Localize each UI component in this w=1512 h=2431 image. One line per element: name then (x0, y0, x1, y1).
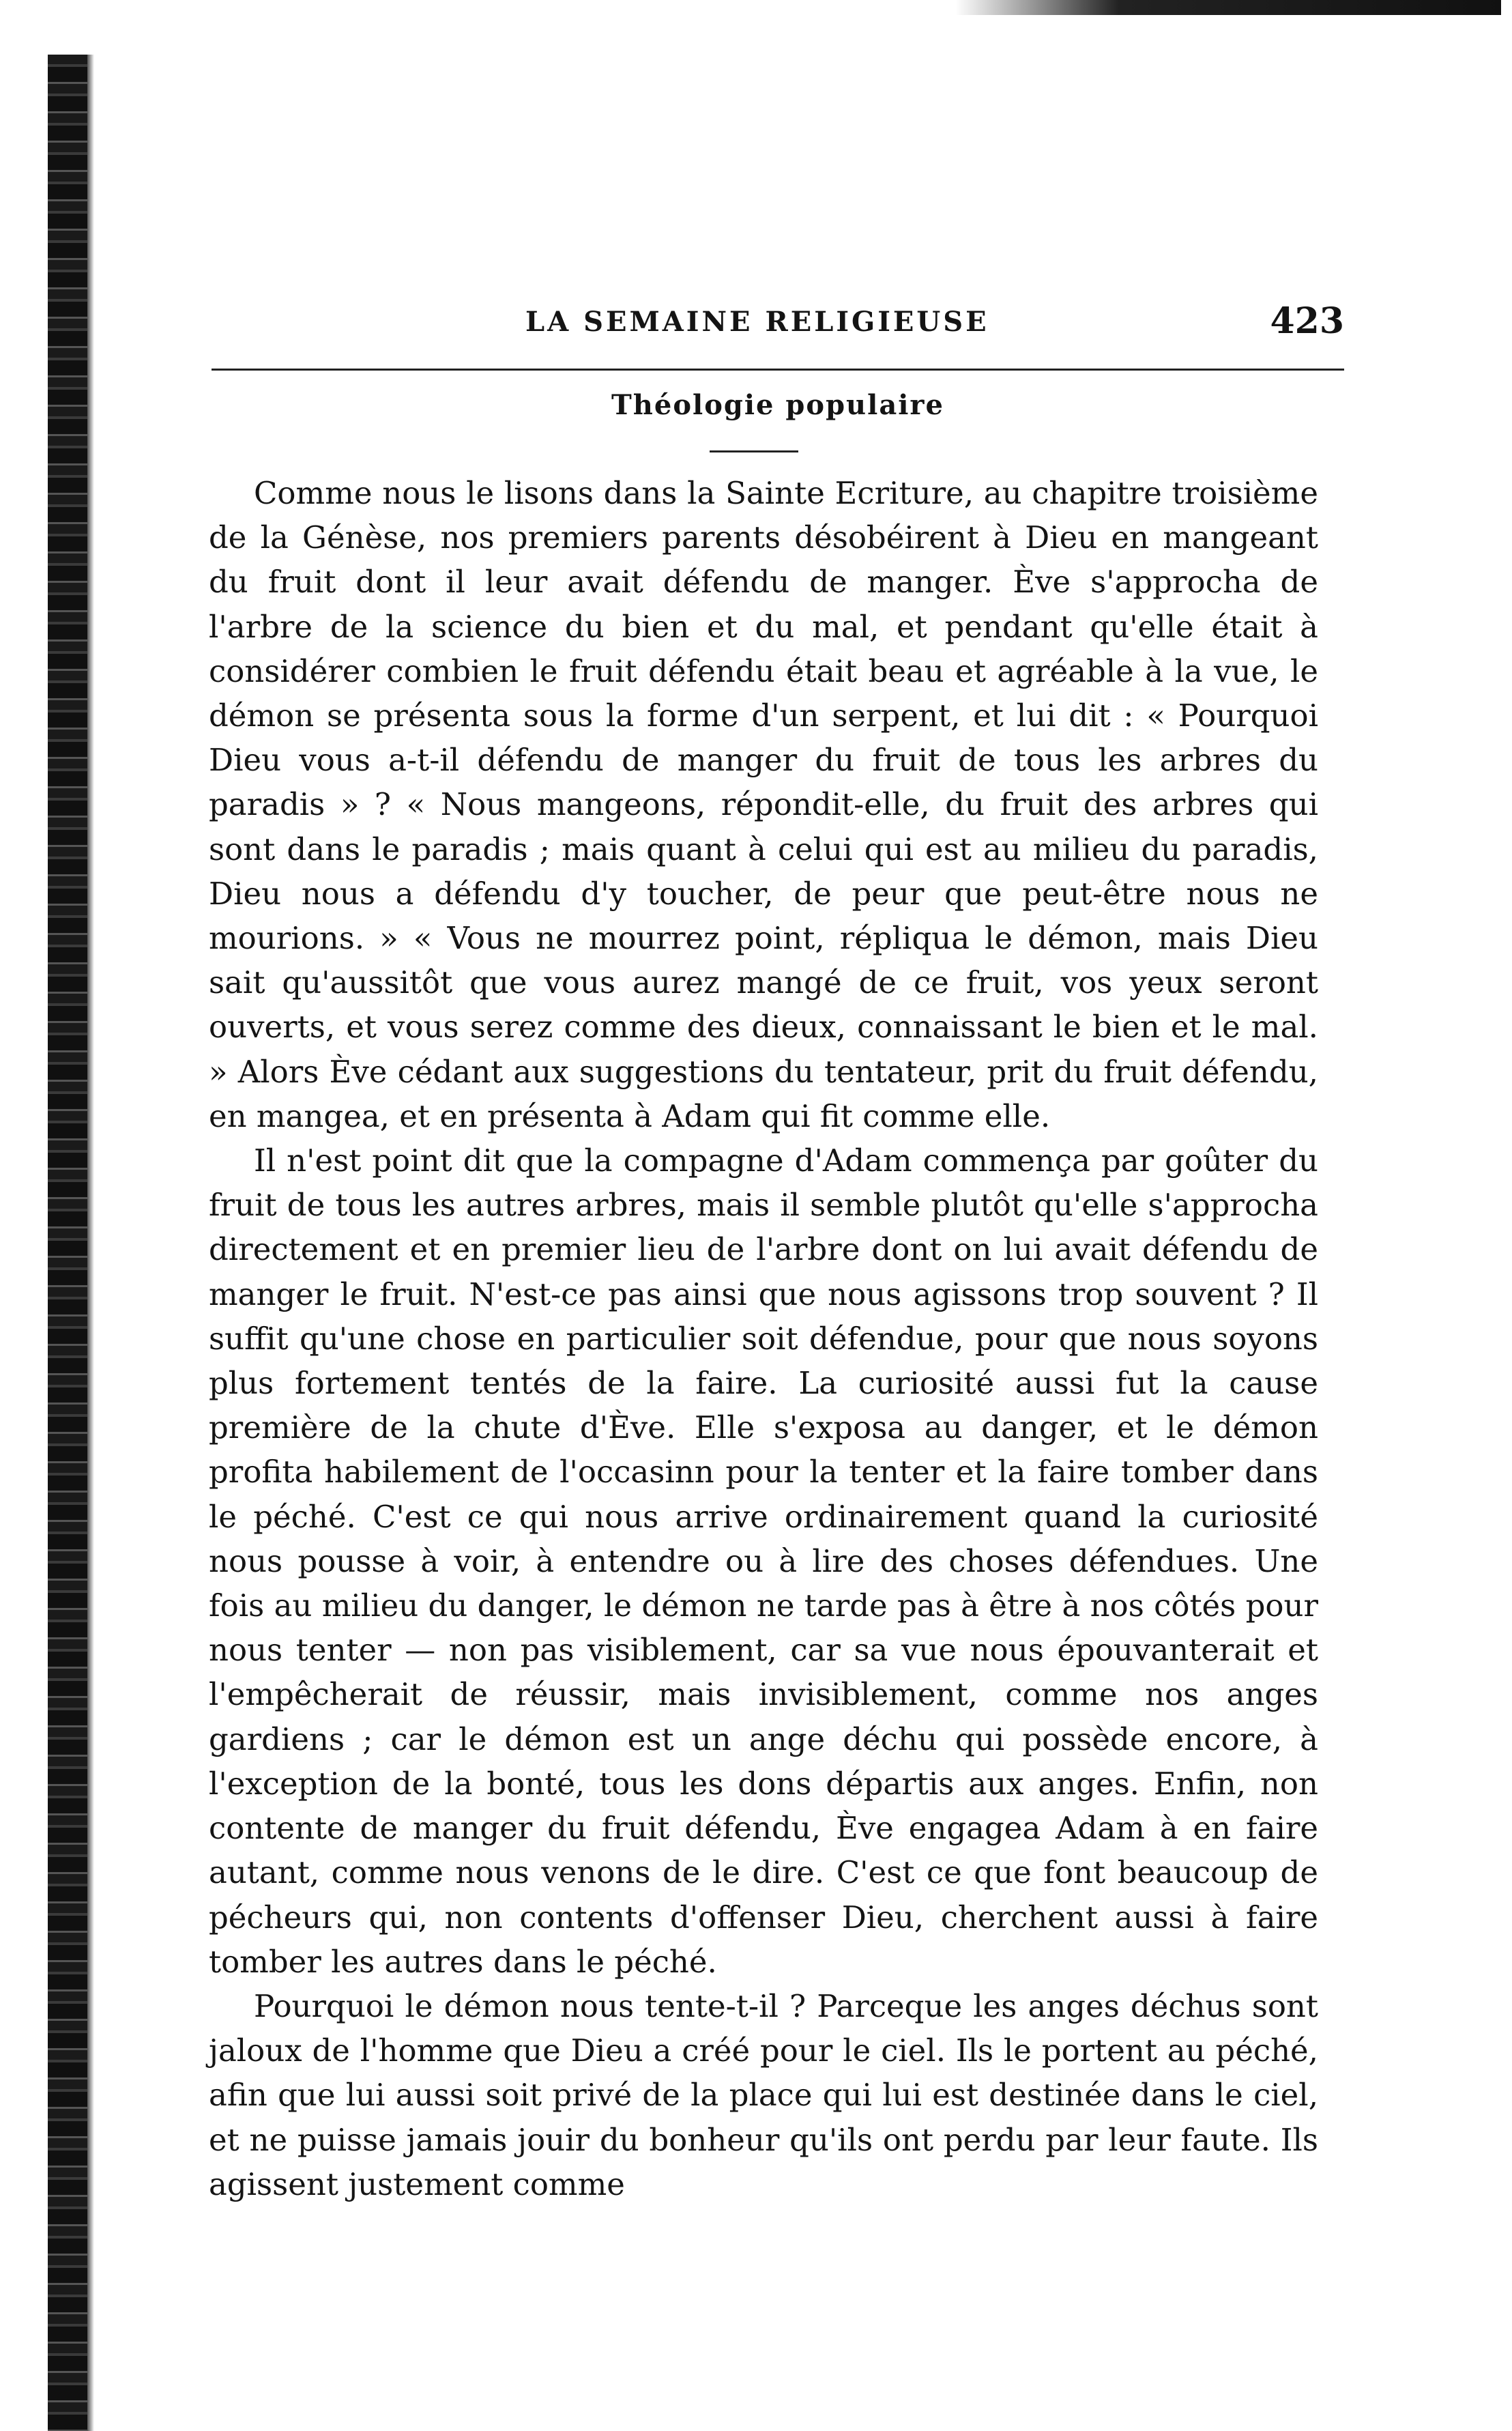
scan-shadow-top (955, 0, 1501, 15)
running-head-title: LA SEMAINE RELIGIEUSE (525, 306, 989, 338)
page-number: 423 (1270, 300, 1344, 342)
paragraph-2: Il n'est point dit que la compagne d'Adam commença par goûter du fruit de tous les autres arbres, mais il semble plutôt qu'elle s'approcha directement et en premier lieu de l'arbre dont on lui avait défendu de manger le fruit. N'est-ce pas ainsi que nous agissons trop souvent ? Il suffit qu'une chose en particulier soit défendue, pour que nous soyons plus fortement tentés de la faire. La curiosité aussi fut la cause première de la chute d'Ève. Elle s'exposa au danger, et le démon profita habilement de l'occasinn pour la tenter et la faire tomber dans le péché. C'est ce qui nous arrive ordinairement quand la curiosité nous pousse à voir, à entendre ou à lire des choses défendues. Une fois au milieu du danger, le démon ne tarde pas à être à nos côtés pour nous tenter — non pas visiblement, car sa vue nous épouvanterait et l'empêcherait de réussir, mais invisiblement, comme nos anges gardiens ; car le démon est un ange déchu qui possède encore, à l'exception de la bonté, tous les dons départis aux anges. Enfin, non contente de manger du fruit défendu, Ève engagea Adam à en faire autant, comme nous venons de le dire. C'est ce que font beaucoup de pécheurs qui, non contents d'offenser Dieu, cherchent aussi à faire tomber les autres dans le péché. (209, 1142, 1318, 1980)
section-title-rule (710, 450, 798, 452)
section-title: Théologie populaire (611, 389, 944, 421)
paragraph-1: Comme nous le lisons dans la Sainte Ecriture, au chapitre troisième de la Génèse, nos premiers parents désobéirent à Dieu en mangeant du fruit dont il leur avait défendu de manger. Ève s'approcha de l'arbre de la science du bien et du mal, et pendant qu'elle était à considérer combien le fruit défendu était beau et agréable à la vue, le démon se présenta sous la forme d'un serpent, et lui dit : « Pourquoi Dieu vous a-t-il défendu de manger du fruit de tous les arbres du paradis » ? « Nous mangeons, répondit-elle, du fruit des arbres qui sont dans le paradis ; mais quant à celui qui est au milieu du paradis, Dieu nous a défendu d'y toucher, de peur que peut-être nous ne mourions. » « Vous ne mourrez point, répliqua le démon, mais Dieu sait qu'aussitôt que vous aurez mangé de ce fruit, vos yeux seront ouverts, et vous serez comme des dieux, connaissant le bien et le mal. » Alors Ève cédant aux suggestions du tentateur, prit du fruit défendu, en mangea, et en présenta à Adam qui fit comme elle. (209, 475, 1318, 1134)
header-rule (212, 369, 1344, 371)
running-head (212, 300, 1358, 355)
binding-edge (48, 55, 87, 2431)
body-text (209, 471, 1318, 2206)
binding-shadow (87, 55, 94, 2431)
paragraph-3: Pourquoi le démon nous tente-t-il ? Parceque les anges déchus sont jaloux de l'homme que Dieu a créé pour le ciel. Ils le portent au péché, afin que lui aussi soit privé de la place qui lui est destinée dans le ciel, et ne puisse jamais jouir du bonheur qu'ils ont perdu par leur faute. Ils agissent justement comme (209, 1987, 1318, 2202)
